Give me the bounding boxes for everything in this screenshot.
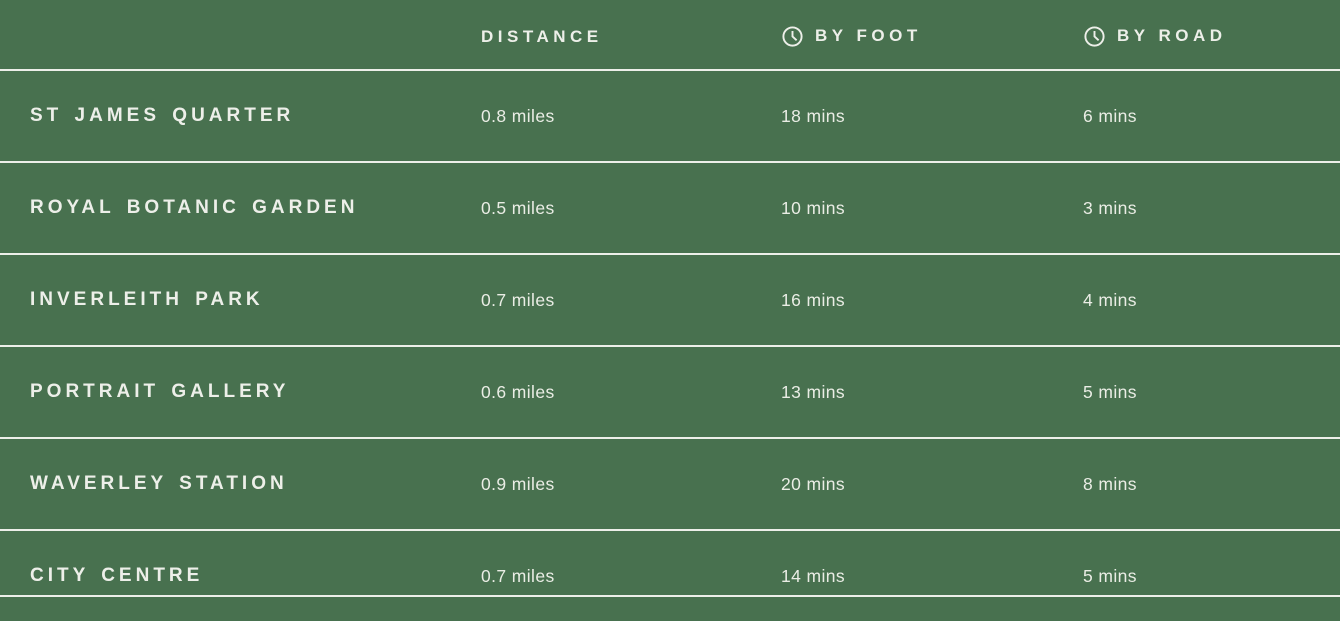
by-foot-value: 10 mins: [781, 197, 846, 218]
by-foot-value: 18 mins: [781, 105, 846, 126]
by-foot-value: 13 mins: [781, 381, 846, 402]
by-foot-value: 20 mins: [781, 473, 846, 494]
table-row: [0, 437, 1340, 529]
by-road-value: 5 mins: [1083, 381, 1137, 402]
place-name: ST JAMES QUARTER: [30, 105, 295, 126]
by-road-value: 5 mins: [1083, 565, 1137, 586]
table-header-row: [0, 0, 1340, 69]
distance-value: 0.7 miles: [481, 289, 555, 310]
table-row: [0, 69, 1340, 161]
header-distance: [481, 27, 781, 47]
place-name: WAVERLEY STATION: [30, 473, 288, 494]
clock-icon: [1083, 25, 1106, 48]
by-road-value: 8 mins: [1083, 473, 1137, 494]
header-by-foot: [781, 24, 1083, 47]
distance-value: 0.8 miles: [481, 105, 555, 126]
distance-value: 0.9 miles: [481, 473, 555, 494]
header-by-foot-label: BY FOOT: [815, 25, 922, 45]
by-foot-value: 16 mins: [781, 289, 846, 310]
by-road-value: 6 mins: [1083, 105, 1137, 126]
by-road-value: 4 mins: [1083, 289, 1137, 310]
header-by-road: [1083, 24, 1340, 47]
clock-icon: [781, 25, 804, 48]
place-name: ROYAL BOTANIC GARDEN: [30, 197, 359, 218]
distance-value: 0.7 miles: [481, 565, 555, 586]
by-foot-value: 14 mins: [781, 565, 846, 586]
table-row: [0, 345, 1340, 437]
table-row: [0, 161, 1340, 253]
place-name: PORTRAIT GALLERY: [30, 381, 290, 402]
place-name: CITY CENTRE: [30, 565, 204, 586]
place-name: INVERLEITH PARK: [30, 289, 264, 310]
by-road-value: 3 mins: [1083, 197, 1137, 218]
header-distance-label: DISTANCE: [481, 27, 603, 46]
distance-value: 0.5 miles: [481, 197, 555, 218]
distance-value: 0.6 miles: [481, 381, 555, 402]
header-by-road-label: BY ROAD: [1117, 25, 1227, 45]
table-row: [0, 529, 1340, 621]
table-row: [0, 253, 1340, 345]
